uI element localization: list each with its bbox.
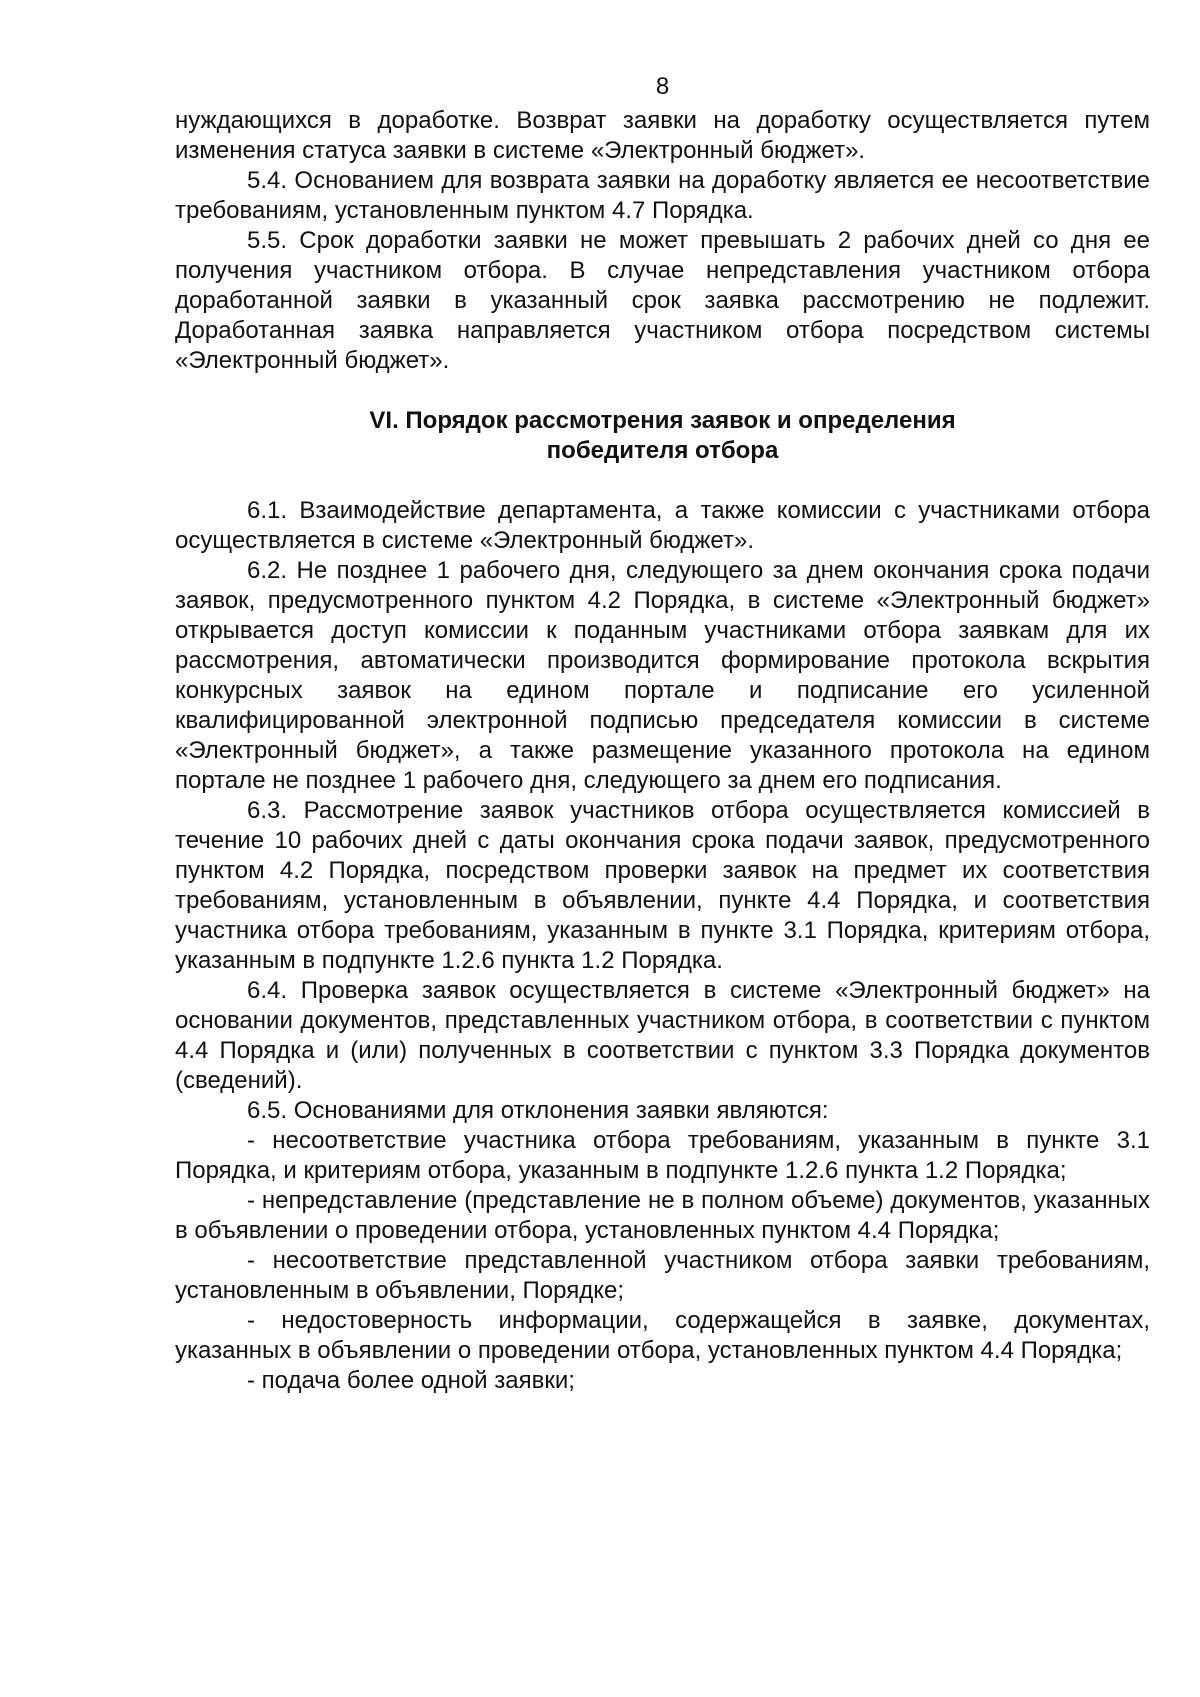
paragraph-5-5: 5.5. Срок доработки заявки не может превышать 2 рабочих дней со дня ее получения участником отбора. В случае непредставления участником отбора доработанной заявки в указанный срок заявка рассмотрению не подлежит. Доработанная заявка направляется участником отбора посредством системы «Электронный бюджет». bbox=[175, 227, 1150, 374]
section-heading-line1: VI. Порядок рассмотрения заявок и определения bbox=[369, 407, 956, 434]
page-number: 8 bbox=[655, 73, 670, 100]
section-heading bbox=[175, 406, 1150, 466]
list-item: - несоответствие представленной участником отбора заявки требованиям, установленным в объявлении, Порядке; bbox=[175, 1247, 1150, 1304]
paragraph-6-4: 6.4. Проверка заявок осуществляется в системе «Электронный бюджет» на основании документов, представленных участником отбора, в соответствии с пунктом 4.4 Порядка и (или) полученных в соответствии с пунктом 3.3 Порядка документов (сведений). bbox=[175, 977, 1150, 1094]
paragraph-6-5: 6.5. Основаниями для отклонения заявки являются: bbox=[247, 1097, 829, 1124]
paragraph-continuation: нуждающихся в доработке. Возврат заявки на доработку осуществляется путем изменения статуса заявки в системе «Электронный бюджет». bbox=[175, 107, 1150, 164]
paragraph-6-1: 6.1. Взаимодействие департамента, а также комиссии с участниками отбора осуществляется в системе «Электронный бюджет». bbox=[175, 497, 1150, 554]
section-heading-line2: победителя отбора bbox=[546, 437, 779, 464]
paragraph-5-4: 5.4. Основанием для возврата заявки на доработку является ее несоответствие требованиям, установленным пунктом 4.7 Порядка. bbox=[175, 167, 1150, 224]
list-item: - несоответствие участника отбора требованиям, указанным в пункте 3.1 Порядка, и критериям отбора, указанным в подпункте 1.2.6 пункта 1.2 Порядка; bbox=[175, 1127, 1150, 1184]
paragraph-6-3: 6.3. Рассмотрение заявок участников отбора осуществляется комиссией в течение 10 рабочих дней с даты окончания срока подачи заявок, предусмотренного пунктом 4.2 Порядка, посредством проверки заявок на предмет их соответствия требованиям, установленным в объявлении, пункте 4.4 Порядка, и соответствия участника отбора требованиям, указанным в пункте 3.1 Порядка, критериям отбора, указанным в подпункте 1.2.6 пункта 1.2 Порядка. bbox=[175, 797, 1150, 974]
list-item: - недостоверность информации, содержащейся в заявке, документах, указанных в объявлении о проведении отбора, установленных пунктом 4.4 Порядка; bbox=[175, 1307, 1150, 1364]
list-item: - подача более одной заявки; bbox=[247, 1367, 575, 1394]
list-item: - непредставление (представление не в полном объеме) документов, указанных в объявлении о проведении отбора, установленных пунктом 4.4 Порядка; bbox=[175, 1187, 1150, 1244]
paragraph-6-2: 6.2. Не позднее 1 рабочего дня, следующего за днем окончания срока подачи заявок, предусмотренного пунктом 4.2 Порядка, в системе «Электронный бюджет» открывается доступ комиссии к поданным участниками отбора заявкам для их рассмотрения, автоматически производится формирование протокола вскрытия конкурсных заявок на едином портале и подписание его усиленной квалифицированной электронной подписью председателя комиссии в системе «Электронный бюджет», а также размещение указанного протокола на едином портале не позднее 1 рабочего дня, следующего за днем его подписания. bbox=[175, 557, 1150, 794]
document-page bbox=[175, 72, 1150, 1396]
